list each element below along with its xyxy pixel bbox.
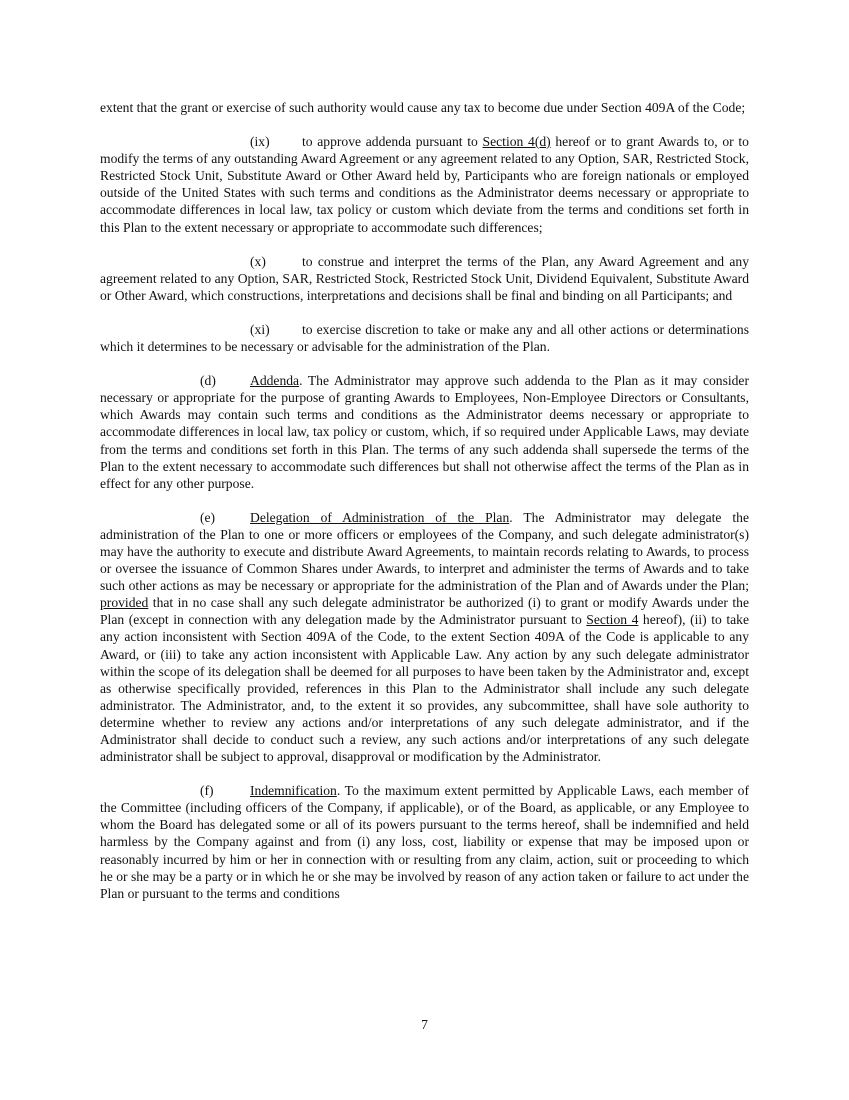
paragraph-intro-text: extent that the grant or exercise of such authority would cause any tax to become due under Section 409A of the Code; bbox=[100, 100, 746, 115]
paragraph-x-text: to construe and interpret the terms of the Plan, any Award Agreement and any agreement related to any Option, SAR, Restricted Stock, Restricted Stock Unit, Dividend Equivalent, Substitute Award or Other Award, which constructions, interpretations and decisions shall be final and binding on all Participants; and bbox=[100, 253, 749, 303]
clause-label-x: (x) bbox=[250, 253, 266, 269]
paragraph-e-text-a: . The Administrator may delegate the administration of the Plan to one or more officers or employees of the Company, and such delegate administrator(s) may have the authority to execute and distribute Award Agreements, to maintain records relating to Awards, to process or oversee the issuance of Common Shares under Awards, to interpret and administer the terms of Awards and to take such other actions as may be necessary or appropriate for the administration of the Plan and of Awards under the Plan; bbox=[100, 509, 749, 594]
paragraph-e-text-b: that in no case shall any such delegate administrator be authorized (i) to grant or modify Awards under the Plan (except in connection with any delegation made by the Administrator pursuant to bbox=[100, 595, 749, 628]
paragraph-intro bbox=[100, 99, 749, 116]
section-reference-4d: Section 4(d) bbox=[482, 134, 551, 150]
provided-term: provided bbox=[100, 595, 149, 611]
paragraph-e-delegation bbox=[100, 509, 749, 765]
paragraph-d-addenda bbox=[100, 372, 749, 492]
paragraph-f-indemnification bbox=[100, 782, 749, 902]
heading-addenda: Addenda bbox=[250, 373, 300, 389]
document-page bbox=[100, 99, 749, 919]
page-number: 7 bbox=[421, 1017, 428, 1032]
paragraph-x bbox=[100, 253, 749, 304]
paragraph-ix-text-b: hereof or to grant Awards to, or to modify the terms of any outstanding Award Agreement or any agreement related to any Option, SAR, Restricted Stock, Restricted Stock Unit, Substitute Award or Other Award held by, Participants who are foreign nationals or employed outside of the United States with such terms and conditions as the Administrator deems necessary or appropriate to accommodate differences in local law, tax policy or custom which deviate from the terms and conditions set forth in this Plan to the extent necessary or appropriate to accommodate such differences; bbox=[100, 134, 749, 235]
heading-indemnification: Indemnification bbox=[250, 783, 337, 799]
paragraph-e-text-c: hereof), (ii) to take any action inconsistent with Section 409A of the Code, to the extent Section 409A of the Code is applicable to any Award, or (iii) to take any action inconsistent with Applicable Law. Any action by any such delegate administrator within the scope of its delegation shall be deemed for all purposes to have been taken by the Administrator and, except as otherwise specifically provided, references in this Plan to the Administrator shall include any such delegate administrator. The Administrator, and, to the extent it so provides, any subcommittee, shall have sole authority to determine whether to review any actions and/or interpretations of any such delegate administrator, and if the Administrator shall decide to conduct such a review, any such actions and/or interpretations of any such delegate administrator shall be subject to approval, disapproval or modification by the Administrator. bbox=[100, 612, 749, 765]
paragraph-xi-text: to exercise discretion to take or make any and all other actions or determinations which it determines to be necessary or advisable for the administration of the Plan. bbox=[100, 321, 749, 355]
section-reference-4: Section 4 bbox=[586, 612, 639, 628]
paragraph-xi bbox=[100, 321, 749, 355]
clause-label-ix: (ix) bbox=[250, 134, 270, 150]
paragraph-ix-text-a: to approve addenda pursuant to bbox=[302, 134, 483, 150]
heading-delegation: Delegation of Administration of the Plan bbox=[250, 509, 510, 525]
clause-label-e: (e) bbox=[200, 509, 216, 525]
clause-label-f: (f) bbox=[200, 783, 214, 799]
paragraph-d-text: . The Administrator may approve such addenda to the Plan as it may consider necessary or appropriate for the purpose of granting Awards to Employees, Non-Employee Directors or Consultants, which Awards may contain such terms and conditions as the Administrator deems necessary or appropriate to accommodate differences in local law, tax policy or custom, which, if so required under Applicable Laws, may deviate from the terms and conditions set forth in this Plan. The terms of any such addenda shall supersede the terms of the Plan to the extent necessary to accommodate such differences but shall not otherwise affect the terms of the Plan as in effect for any other purpose. bbox=[100, 373, 749, 491]
clause-label-d: (d) bbox=[200, 373, 216, 389]
paragraph-ix bbox=[100, 133, 749, 236]
clause-label-xi: (xi) bbox=[250, 321, 270, 337]
paragraph-f-text: . To the maximum extent permitted by Applicable Laws, each member of the Committee (including officers of the Company, if applicable), or of the Board, as applicable, or any Employee to whom the Board has delegated some or all of its powers pursuant to the terms hereof, shall be indemnified and held harmless by the Company against and from (i) any loss, cost, liability or expense that may be imposed upon or reasonably incurred by him or her in connection with or resulting from any claim, action, suit or proceeding to which he or she may be a party or in which he or she may be involved by reason of any action taken or failure to act under the Plan or pursuant to the terms and conditions bbox=[100, 783, 749, 901]
